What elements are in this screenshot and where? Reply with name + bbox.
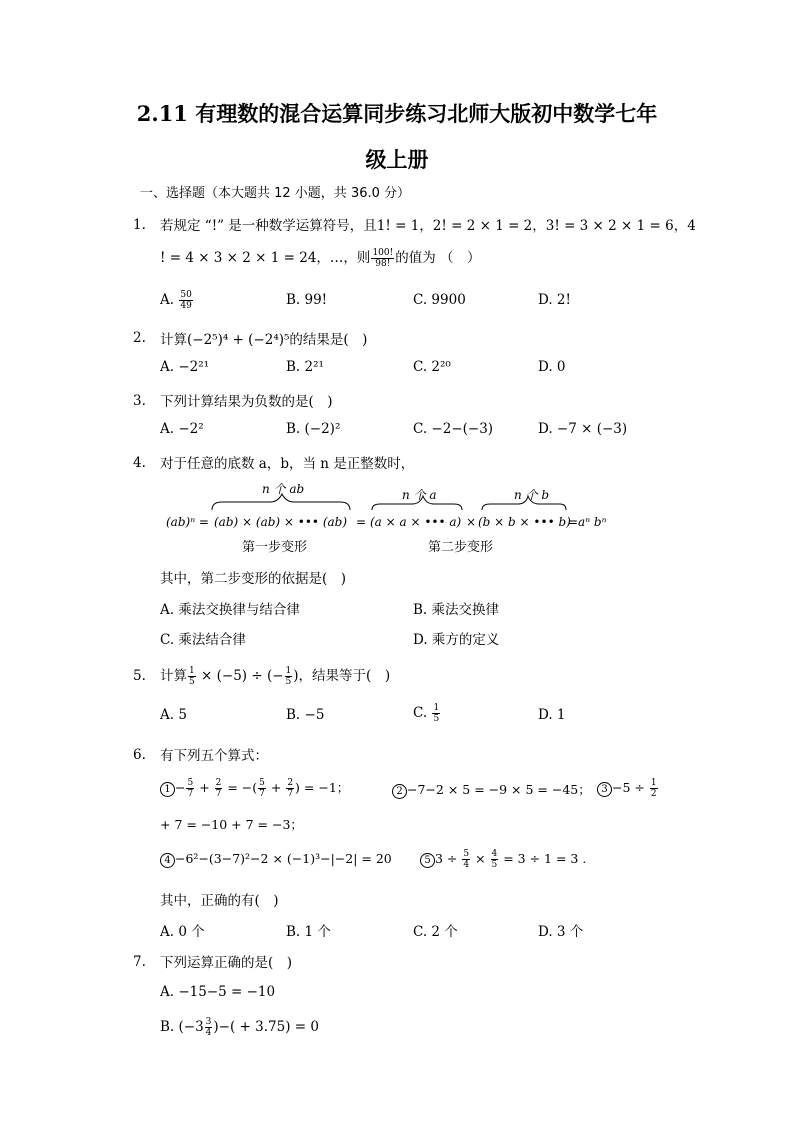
times-sign: × bbox=[466, 515, 477, 529]
question-subtext: 其中，正确的有( ) bbox=[160, 893, 279, 909]
option-c[interactable]: C. −2−(−3) bbox=[413, 421, 494, 437]
text-fragment: 的值为 （ ） bbox=[395, 250, 481, 266]
first-expression: (ab) × (ab) × ••• (ab) bbox=[214, 515, 348, 529]
rhs: =aⁿ bⁿ bbox=[568, 515, 607, 529]
question-number: 4. bbox=[133, 455, 146, 471]
brace-label-a: n 个 a bbox=[402, 488, 437, 502]
question-text-line2 bbox=[160, 246, 481, 269]
option-a[interactable]: A. 5 bbox=[160, 707, 187, 723]
formula-5: 5 3 ÷ $\frac{5}{4}$ × $\frac{4}{5}$ = 3 ÷ 1 = 3 . bbox=[420, 849, 586, 870]
option-c[interactable]: C. 乘法结合律 bbox=[160, 632, 246, 648]
question-text: 计算 $\frac{1}{5}$ × (−5) ÷ (− $\frac{1}{5}$ )，结果等于( ) bbox=[160, 666, 391, 687]
question-text: 下列计算结果为负数的是( ) bbox=[160, 394, 333, 410]
formula-1: 1 − $\frac{5}{7}$ + $\frac{2}{7}$ = −( $\frac{5}{7}$ + $\frac{2}{7}$ ) = −1； bbox=[160, 778, 349, 799]
document-title-line2: 级上册 bbox=[365, 147, 429, 172]
option-a[interactable]: A. −2²¹ bbox=[160, 359, 210, 375]
option-b[interactable]: B. (−2)² bbox=[286, 421, 341, 437]
fraction: $\frac{100!}{98!}$ bbox=[372, 248, 394, 269]
question-text: 对于任意的底数 a，b，当 n 是正整数时， bbox=[160, 456, 415, 472]
question-number: 6. bbox=[133, 747, 146, 763]
question-number: 1. bbox=[133, 217, 146, 233]
option-b[interactable]: B. −5 bbox=[286, 707, 325, 723]
option-d[interactable]: D. 3 个 bbox=[538, 924, 584, 940]
lhs: (ab)ⁿ = bbox=[166, 515, 209, 529]
step1-label: 第一步变形 bbox=[242, 540, 308, 555]
option-a[interactable]: A. −15−5 = −10 bbox=[160, 984, 276, 1000]
equals-sign: = bbox=[356, 515, 367, 529]
question-text: 计算(−2⁵)⁴ + (−2⁴)⁵的结果是( ) bbox=[160, 332, 368, 348]
second-expression-b: (b × b × ••• b) bbox=[478, 515, 571, 529]
option-a[interactable]: A. 乘法交换律与结合律 bbox=[160, 602, 300, 618]
option-d[interactable]: D. 乘方的定义 bbox=[413, 632, 500, 648]
option-b[interactable]: B. (−3 $\frac{3}{4}$ )−( + 3.75) = 0 bbox=[160, 1017, 319, 1038]
formula-2: 2 −7−2 × 5 = −9 × 5 = −45； bbox=[392, 780, 591, 799]
option-b[interactable]: B. 乘法交换律 bbox=[413, 602, 500, 618]
brace-label-ab: n 个 ab bbox=[262, 482, 305, 496]
second-expression-a: (a × a × ••• a) bbox=[370, 515, 462, 529]
option-d[interactable]: D. 1 bbox=[538, 707, 566, 723]
option-b[interactable]: B. 1 个 bbox=[286, 924, 331, 940]
option-b[interactable]: B. 99! bbox=[286, 292, 328, 308]
question-number: 7. bbox=[133, 954, 146, 970]
brace-label-b: n 个 b bbox=[514, 488, 550, 502]
question-text: 下列运算正确的是( ) bbox=[160, 955, 293, 971]
question-text: 有下列五个算式： bbox=[160, 748, 268, 764]
document-title-line1: 2.11 有理数的混合运算同步练习北师大版初中数学七年 bbox=[136, 101, 658, 126]
option-c[interactable]: C. 2²⁰ bbox=[413, 359, 451, 375]
formula-3: 3 −5 ÷ $\frac{1}{2}$ bbox=[597, 778, 659, 799]
question-subtext: 其中，第二步变形的依据是( ) bbox=[160, 571, 347, 587]
option-a[interactable]: A. −2² bbox=[160, 421, 204, 437]
option-c[interactable]: C. 9900 bbox=[413, 292, 466, 308]
question-text: 若规定 “!” 是一种数学运算符号，且1! = 1，2! = 2 × 1 = 2，3! = 3 × 2 × 1 = 6，4 bbox=[160, 218, 696, 234]
transformation-diagram bbox=[162, 478, 622, 556]
option-d[interactable]: D. 2! bbox=[538, 292, 571, 308]
option-c[interactable]: C. 2 个 bbox=[413, 924, 458, 940]
step2-label: 第二步变形 bbox=[428, 540, 494, 555]
option-d[interactable]: D. 0 bbox=[538, 359, 566, 375]
formula-4: 4 −6²−(3−7)²−2 × (−1)³−|−2| = 20 bbox=[160, 851, 392, 868]
option-d[interactable]: D. −7 × (−3) bbox=[538, 421, 628, 437]
option-a[interactable]: A. 0 个 bbox=[160, 924, 205, 940]
formula-3-cont: + 7 = −10 + 7 = −3； bbox=[160, 817, 303, 832]
question-number: 5. bbox=[133, 668, 146, 684]
option-c[interactable]: C. $\frac{1}{5}$ bbox=[413, 703, 440, 724]
question-number: 2. bbox=[133, 330, 146, 346]
text-fragment: ! = 4 × 3 × 2 × 1 = 24，…，则 bbox=[160, 250, 371, 266]
option-b[interactable]: B. 2²¹ bbox=[286, 359, 324, 375]
section-heading: 一、选择题（本大题共 12 小题，共 36.0 分） bbox=[140, 186, 411, 201]
option-a[interactable]: A. $\frac{50}{49}$ bbox=[160, 290, 192, 311]
question-number: 3. bbox=[133, 393, 146, 409]
